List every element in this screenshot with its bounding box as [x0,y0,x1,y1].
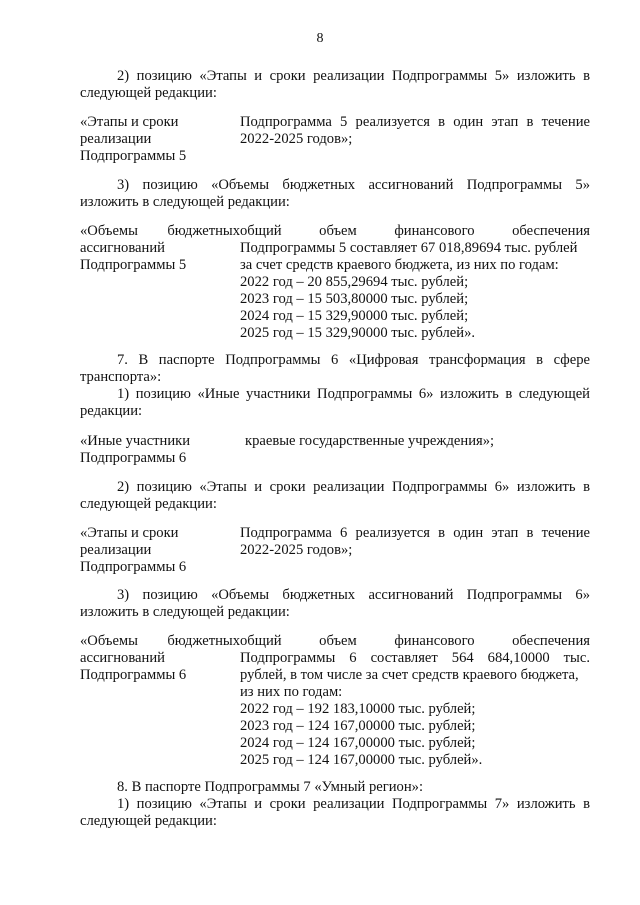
label-line: Подпрограммы 6 [80,450,187,466]
value-line: 2025 год – 124 167,00000 тыс. рублей». [240,752,483,768]
row-label [80,114,240,165]
row-label [80,633,240,769]
value-line: 2024 год – 124 167,00000 тыс. рублей; [240,735,476,751]
row-value [240,223,590,342]
paragraph-line: редакции: [80,403,143,419]
row-value [245,433,590,467]
passport-row-participants-sub6 [80,433,590,467]
paragraph-line: 2) позицию «Этапы и сроки реализации Подпрограммы 5» изложить в [117,68,590,84]
value-line: краевые государственные учреждения»; [245,433,495,449]
paragraph-stages-sub5 [80,68,590,102]
row-label [80,433,240,467]
label-line: ассигнований [80,240,165,256]
value-line: 2024 год – 15 329,90000 тыс. рублей; [240,308,469,324]
label-line: реализации [80,542,152,558]
label-line: «Объемы бюджетных [80,633,240,649]
passport-row-budget-sub6 [80,633,590,769]
row-label [80,223,240,342]
paragraph-line: транспорта»: [80,369,162,385]
value-line: 2023 год – 124 167,00000 тыс. рублей; [240,718,476,734]
label-line: «Этапы и сроки [80,114,179,130]
value-line: Подпрограмма 5 реализуется в один этап в течение [240,114,590,130]
label-line: Подпрограммы 5 [80,148,187,164]
paragraph-line: 3) позицию «Объемы бюджетных ассигнований Подпрограммы 5» [117,177,590,193]
value-line: 2023 год – 15 503,80000 тыс. рублей; [240,291,469,307]
value-line: Подпрограммы 6 составляет 564 684,10000 тыс. [240,650,590,666]
passport-row-stages-sub5 [80,114,590,165]
value-line: 2022-2025 годов»; [240,131,353,147]
passport-row-budget-sub5 [80,223,590,342]
paragraph-sub7-stages [80,779,590,830]
paragraph-line: 8. В паспорте Подпрограммы 7 «Умный регион»: [117,779,424,795]
value-line: из них по годам: [240,684,343,700]
paragraph-line: 1) позицию «Этапы и сроки реализации Подпрограммы 7» изложить в [117,796,590,812]
paragraph-stages-sub6 [80,479,590,513]
value-line: Подпрограмма 6 реализуется в один этап в течение [240,525,590,541]
value-line: 2022 год – 192 183,10000 тыс. рублей; [240,701,476,717]
passport-row-stages-sub6 [80,525,590,576]
label-line: реализации [80,131,152,147]
label-line: Подпрограммы 5 [80,257,187,273]
value-line: 2022-2025 годов»; [240,542,353,558]
label-line: Подпрограммы 6 [80,667,187,683]
label-line: «Иные участники [80,433,191,449]
paragraph-budget-sub6 [80,587,590,621]
paragraph-line: 1) позицию «Иные участники Подпрограммы 6» изложить в следующей [117,386,590,402]
row-value [240,525,590,576]
paragraph-budget-sub5 [80,177,590,211]
row-value [240,114,590,165]
page-number: 8 [316,31,324,46]
row-label [80,525,240,576]
value-line: общий объем финансового обеспечения [240,223,590,239]
paragraph-line: 3) позицию «Объемы бюджетных ассигнований Подпрограммы 6» [117,587,590,603]
paragraph-line: следующей редакции: [80,496,217,512]
label-line: Подпрограммы 6 [80,559,187,575]
value-line: Подпрограммы 5 составляет 67 018,89694 тыс. рублей [240,240,578,256]
paragraph-line: изложить в следующей редакции: [80,604,290,620]
value-line: рублей, в том числе за счет средств краевого бюджета, [240,667,579,683]
paragraph-line: 7. В паспорте Подпрограммы 6 «Цифровая трансформация в сфере [117,352,590,368]
label-line: «Этапы и сроки [80,525,179,541]
value-line: 2022 год – 20 855,29694 тыс. рублей; [240,274,469,290]
row-value [240,633,590,769]
value-line: общий объем финансового обеспечения [240,633,590,649]
label-line: ассигнований [80,650,165,666]
paragraph-line: следующей редакции: [80,85,217,101]
paragraph-line: 2) позицию «Этапы и сроки реализации Подпрограммы 6» изложить в [117,479,590,495]
value-line: за счет средств краевого бюджета, из них по годам: [240,257,559,273]
paragraph-line: изложить в следующей редакции: [80,194,290,210]
paragraph-sub6-participants [80,352,590,420]
label-line: «Объемы бюджетных [80,223,240,239]
paragraph-line: следующей редакции: [80,813,217,829]
value-line: 2025 год – 15 329,90000 тыс. рублей». [240,325,476,341]
